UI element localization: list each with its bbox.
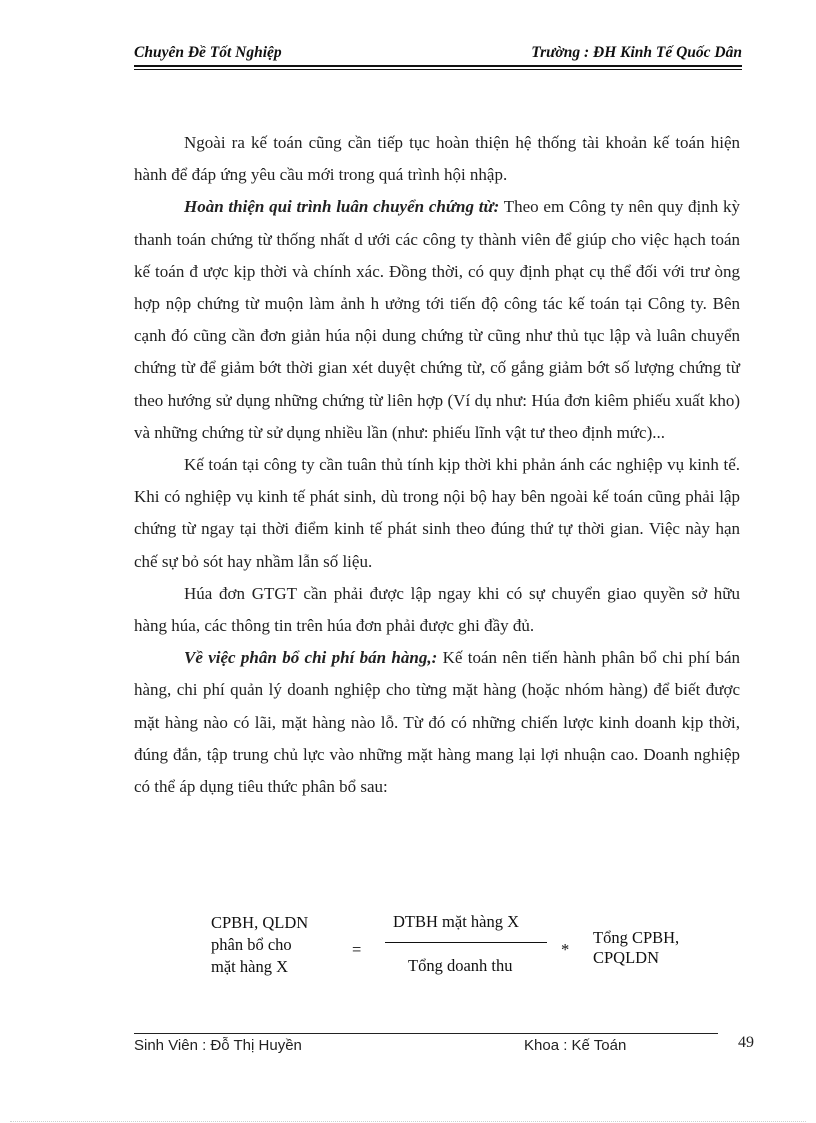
- paragraph-text: Kế toán nên tiến hành phân bổ chi phí bán hàng, chi phí quản lý doanh nghiệp cho từng mặt hàng (hoặc nhóm hàng) để biết được mặt hàng nào có lãi, mặt hàng nào lỗ. Từ đó có những chiến lược kinh doanh kịp thời, đúng đắn, tập trung chủ lực vào những mặt hàng mang lại lợi nhuận cao. Doanh nghiệp có thể áp dụng tiêu thức phân bổ sau:: [134, 648, 740, 797]
- student-name: Sinh Viên : Đỗ Thị Huyền: [134, 1037, 302, 1054]
- faculty-name: Khoa : Kế Toán: [524, 1037, 627, 1054]
- paragraph: [134, 578, 740, 642]
- formula-rhs-line: Tổng CPBH,: [593, 928, 680, 947]
- page-edge: [10, 1121, 806, 1122]
- page-number: 49: [738, 1034, 754, 1051]
- paragraph-text: Húa đơn GTGT cần phải được lập ngay khi có sự chuyển giao quyền sở hữu hàng húa, các thông tin trên húa đơn phải được ghi đầy đủ.: [134, 583, 740, 636]
- formula-lhs-line: mặt hàng X: [211, 957, 288, 976]
- paragraph: [134, 127, 740, 191]
- formula-rhs-line: CPQLDN: [593, 948, 660, 967]
- formula-numerator: DTBH mặt hàng X: [393, 912, 520, 931]
- footer-rule: [134, 1033, 718, 1034]
- formula-lhs-line: phân bổ cho: [211, 935, 292, 954]
- paragraph: [134, 642, 740, 803]
- formula-lhs-line: CPBH, QLDN: [211, 913, 309, 932]
- body-text: [134, 127, 740, 803]
- header-rule-thin: [134, 69, 742, 70]
- document-title: Chuyên Đề Tốt Nghiệp: [134, 44, 282, 61]
- paragraph: [134, 191, 740, 449]
- formula-multiply: *: [561, 940, 570, 959]
- paragraph: [134, 449, 740, 578]
- paragraph-text: Ngoài ra kế toán cũng cần tiếp tục hoàn thiện hệ thống tài khoản kế toán hiện hành để đáp ứng yêu cầu mới trong quá trình hội nhập.: [134, 133, 740, 185]
- formula-rhs: [593, 928, 679, 968]
- fraction-bar: [385, 942, 547, 943]
- paragraph-heading: Về việc phân bổ chi phí bán hàng,:: [184, 648, 438, 668]
- paragraph-text: Theo em Công ty nên quy định kỳ thanh toán chứng từ thống nhất d ưới các công ty thành viên để giúp cho việc hạch toán kế toán đ ược kịp thời và chính xác. Đồng thời, có quy định phạt cụ thể đối với trư òng hợp nộp chứng từ muộn làm ảnh h ưởng tới tiến độ công tác kế toán tại Công ty. Bên cạnh đó cũng cần đơn giản húa nội dung chứng từ cũng như thủ tục lập và luân chuyển chứng từ để giảm bớt thời gian xét duyệt chứng từ, cố gắng giảm bớt số lượng chứng từ theo hướng sử dụng những chứng từ liên hợp (Ví dụ như: Húa đơn kiêm phiếu xuất kho) và những chứng từ sử dụng nhiều lần (như: phiếu lĩnh vật tư theo định mức)...: [134, 197, 740, 442]
- header-rule-thick: [134, 65, 742, 67]
- formula-lhs: [211, 912, 308, 978]
- formula-denominator: Tổng doanh thu: [408, 956, 513, 975]
- formula-equals: =: [352, 940, 362, 959]
- paragraph-heading: Hoàn thiện qui trình luân chuyển chứng từ:: [184, 197, 500, 217]
- university-name: Trường : ĐH Kinh Tế Quốc Dân: [531, 44, 742, 61]
- paragraph-text: Kế toán tại công ty cần tuân thủ tính kịp thời khi phản ánh các nghiệp vụ kinh tế. Khi có nghiệp vụ kinh tế phát sinh, dù trong nội bộ hay bên ngoài kế toán cũng phải lập chứng từ ngay tại thời điểm kinh tế phát sinh theo đúng thứ tự thời gian. Việc này hạn chế sự bỏ sót hay nhầm lẫn số liệu.: [134, 455, 740, 571]
- allocation-formula: [0, 912, 816, 982]
